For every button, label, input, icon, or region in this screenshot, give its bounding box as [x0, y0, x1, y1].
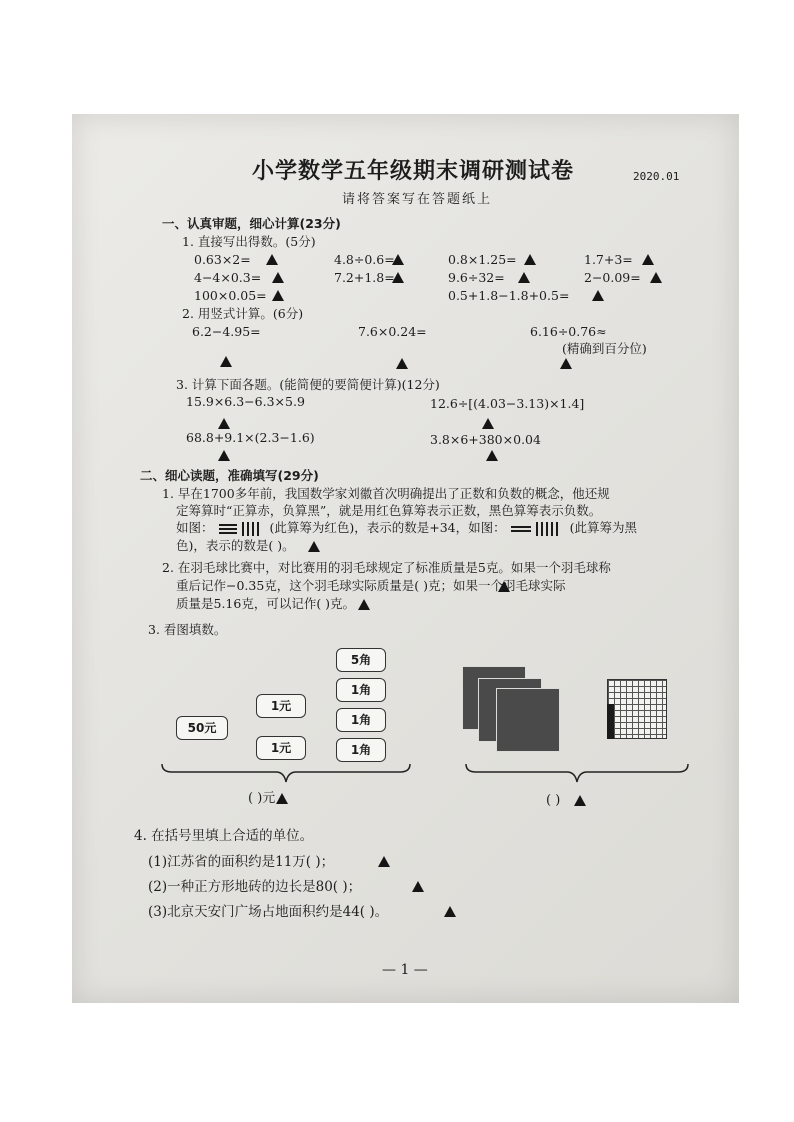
exam-paper [72, 114, 739, 1003]
instruction: 请将答案写在答题纸上 [342, 192, 493, 207]
money-brace [160, 762, 412, 784]
calc-item: 2−0.09= [584, 270, 641, 285]
calc-item: 0.8×1.25= [448, 252, 517, 267]
vertical-calc-item: 6.2−4.95= [192, 324, 261, 339]
answer-triangle-icon [498, 581, 510, 592]
money-1-jiao: 1角 [336, 708, 386, 732]
answer-triangle-icon [574, 795, 586, 806]
section2-heading: 二、细心读题，准确填写(29分) [140, 468, 319, 483]
money-answer: ( )元 [248, 791, 276, 806]
section1-heading: 一、认真审题，细心计算(23分) [162, 216, 341, 231]
shaded-column [607, 704, 614, 739]
grid-brace [464, 762, 690, 784]
unit-item: (3)北京天安门广场占地面积约是44( )。 [148, 904, 389, 920]
q3-label: 3. 看图填数。 [148, 622, 227, 637]
calc-expression: 3.8×6+380×0.04 [430, 432, 541, 447]
money-1-jiao: 1角 [336, 678, 386, 702]
calc-item: 9.6÷32= [448, 270, 505, 285]
calc-item: 7.2+1.8= [334, 270, 395, 285]
money-50-yuan: 50元 [176, 716, 228, 740]
q1-label: 1. 直接写出得数。(5分) [182, 234, 316, 249]
answer-triangle-icon [220, 356, 232, 367]
answer-triangle-icon [486, 450, 498, 461]
answer-triangle-icon [358, 599, 370, 610]
q4-label: 4. 在括号里填上合适的单位。 [134, 828, 314, 844]
q1-text-line [176, 520, 637, 537]
q1-text-a: 如图： [176, 520, 214, 535]
money-1-yuan: 1元 [256, 694, 306, 718]
answer-triangle-icon [308, 541, 320, 552]
precision-note: (精确到百分位) [562, 341, 647, 356]
q1-text-line: 色)，表示的数是( )。 [176, 538, 295, 553]
calc-item: 0.63×2= [194, 252, 251, 267]
vertical-calc-item: 6.16÷0.76≈ [530, 324, 607, 339]
counting-rods-red-icon [218, 521, 266, 537]
calc-item: 0.5+1.8−1.8+0.5= [448, 288, 570, 303]
answer-triangle-icon [218, 450, 230, 461]
q1-text-line: 定筹算时“正算赤，负算黑”，就是用红色算筹表示正数，黑色算筹表示负数。 [176, 503, 602, 518]
money-1-jiao: 1角 [336, 738, 386, 762]
calc-item: 4−4×0.3= [194, 270, 262, 285]
answer-triangle-icon [444, 906, 456, 917]
q2-text-line: 重后记作−0.35克，这个羽毛球实际质量是( )克；如果一个羽毛球实际 [176, 578, 566, 593]
answer-triangle-icon [272, 272, 284, 283]
calc-item: 1.7+3= [584, 252, 633, 267]
hundred-square [496, 688, 560, 752]
answer-triangle-icon [378, 856, 390, 867]
answer-triangle-icon [482, 418, 494, 429]
q1-text-c: (此算筹为黑 [569, 520, 637, 535]
q2-text-line: 质量是5.16克，可以记作( )克。 [176, 596, 356, 611]
answer-triangle-icon [396, 358, 408, 369]
page-number: — 1 — [382, 962, 428, 978]
counting-rods-black-icon [510, 521, 566, 537]
answer-triangle-icon [650, 272, 662, 283]
calc-expression: 68.8+9.1×(2.3−1.6) [186, 430, 315, 445]
calc-expression: 12.6÷[(4.03−3.13)×1.4] [430, 396, 585, 411]
calc-item: 4.8÷0.6= [334, 252, 395, 267]
q2-text-line: 2. 在羽毛球比赛中，对比赛用的羽毛球规定了标准质量是5克。如果一个羽毛球称 [162, 560, 611, 575]
answer-triangle-icon [560, 358, 572, 369]
answer-triangle-icon [642, 254, 654, 265]
unit-item: (2)一种正方形地砖的边长是80( )； [148, 879, 362, 895]
answer-triangle-icon [592, 290, 604, 301]
answer-triangle-icon [412, 881, 424, 892]
answer-triangle-icon [276, 793, 288, 804]
page-title: 小学数学五年级期末调研测试卷 [252, 159, 575, 184]
q1-text-line: 1. 早在1700多年前，我国数学家刘徽首次明确提出了正数和负数的概念，他还规 [162, 486, 610, 501]
answer-triangle-icon [272, 290, 284, 301]
money-5-jiao: 5角 [336, 648, 386, 672]
answer-triangle-icon [524, 254, 536, 265]
money-1-yuan: 1元 [256, 736, 306, 760]
exam-date: 2020.01 [633, 170, 680, 183]
hundred-grid [607, 679, 667, 739]
unit-item: (1)江苏省的面积约是11万( )； [148, 854, 335, 870]
calc-item: 100×0.05= [194, 288, 267, 303]
answer-triangle-icon [218, 418, 230, 429]
q2-label: 2. 用竖式计算。(6分) [182, 306, 304, 321]
grid-answer: ( ) [546, 793, 561, 808]
answer-triangle-icon [518, 272, 530, 283]
answer-triangle-icon [266, 254, 278, 265]
q3-label: 3. 计算下面各题。(能简便的要简便计算)(12分) [176, 377, 440, 392]
q1-text-b: (此算筹为红色)，表示的数是+34，如图： [269, 520, 506, 535]
vertical-calc-item: 7.6×0.24= [358, 324, 427, 339]
answer-triangle-icon [392, 272, 404, 283]
answer-triangle-icon [392, 254, 404, 265]
calc-expression: 15.9×6.3−6.3×5.9 [186, 394, 305, 409]
